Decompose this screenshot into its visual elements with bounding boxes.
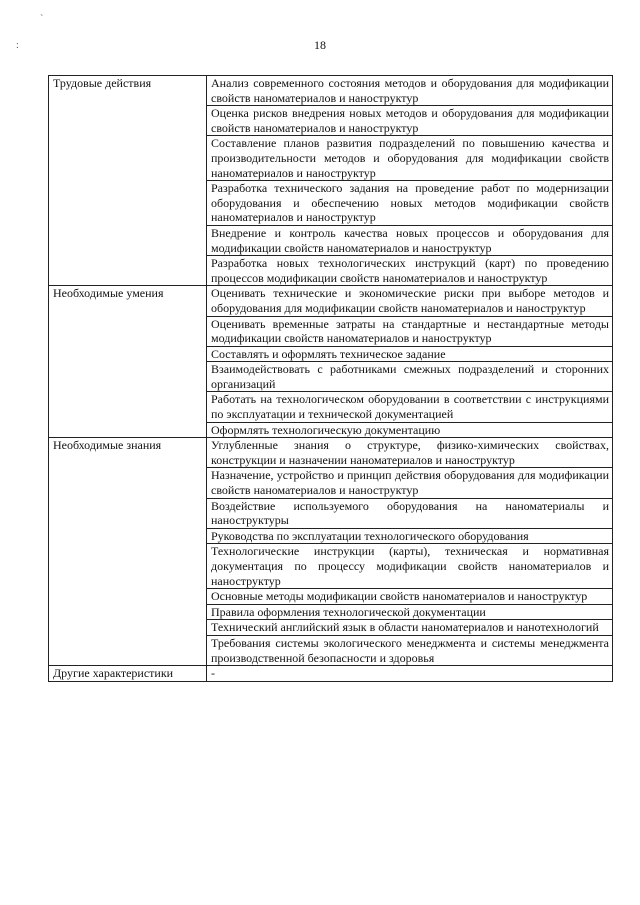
table-cell-item: - [207,666,613,682]
table-row [49,666,613,682]
table-body [49,76,613,682]
table-cell-item: Оценивать временные затраты на стандартные и нестандартные методы модификации свойств наноматериалов и наноструктур [207,316,613,346]
row-group-label: Трудовые действия [49,76,207,286]
table-cell-item: Назначение, устройство и принцип действия оборудования для модификации свойств наноматериалов и наноструктур [207,468,613,498]
table-cell-item: Углубленные знания о структуре, физико-химических свойствах, конструкции и назначении наноматериалов и наноструктур [207,438,613,468]
scan-artifact-mark: : [16,40,19,51]
table-cell-item: Разработка новых технологических инструкций (карт) по проведению процессов модификации свойств наноматериалов и наноструктур [207,256,613,286]
table-cell-item: Анализ современного состояния методов и оборудования для модификации свойств наноматериалов и наноструктур [207,76,613,106]
table-cell-item: Работать на технологическом оборудовании в соответствии с инструкциями по эксплуатации и технической документацией [207,392,613,422]
page-number: 18 [314,38,326,52]
table-cell-item: Воздействие используемого оборудования на наноматериалы и наноструктуры [207,498,613,528]
row-group-label: Необходимые знания [49,438,207,666]
table-row [49,286,613,316]
table-cell-item: Внедрение и контроль качества новых процессов и оборудования для модификации свойств наноматериалов и наноструктур [207,225,613,255]
table-cell-item: Основные методы модификации свойств наноматериалов и наноструктур [207,589,613,605]
table-cell-item: Правила оформления технологической документации [207,604,613,620]
table-cell-item: Составление планов развития подразделений по повышению качества и производительности методов и оборудования для модификации свойств наноматериалов и наноструктур [207,136,613,181]
table-cell-item: Оценивать технические и экономические риски при выборе методов и оборудования для модификации свойств наноматериалов и наноструктур [207,286,613,316]
table-cell-item: Разработка технического задания на проведение работ по модернизации оборудования и обеспечению новых методов модификации свойств наноматериалов и наноструктур [207,181,613,226]
table-cell-item: Технологические инструкции (карты), техническая и нормативная документация по процессу модификации свойств наноматериалов и наноструктур [207,544,613,589]
table-cell-item: Требования системы экологического менеджмента и системы менеджмента производственной безопасности и здоровья [207,635,613,665]
table-cell-item: Руководства по эксплуатации технологического оборудования [207,528,613,544]
table-cell-item: Технический английский язык в области наноматериалов и нанотехнологий [207,620,613,636]
work-functions-table [48,75,613,682]
scan-artifact-mark: ` [40,14,44,25]
table-row [49,76,613,106]
table-cell-item: Взаимодействовать с работниками смежных подразделений и сторонних организаций [207,362,613,392]
table-row [49,438,613,468]
table-cell-item: Оформлять технологическую документацию [207,422,613,438]
table-cell-item: Составлять и оформлять техническое задание [207,346,613,362]
row-group-label: Необходимые умения [49,286,207,438]
row-group-label: Другие характеристики [49,666,207,682]
table-cell-item: Оценка рисков внедрения новых методов и оборудования для модификации свойств наноматериалов и наноструктур [207,106,613,136]
